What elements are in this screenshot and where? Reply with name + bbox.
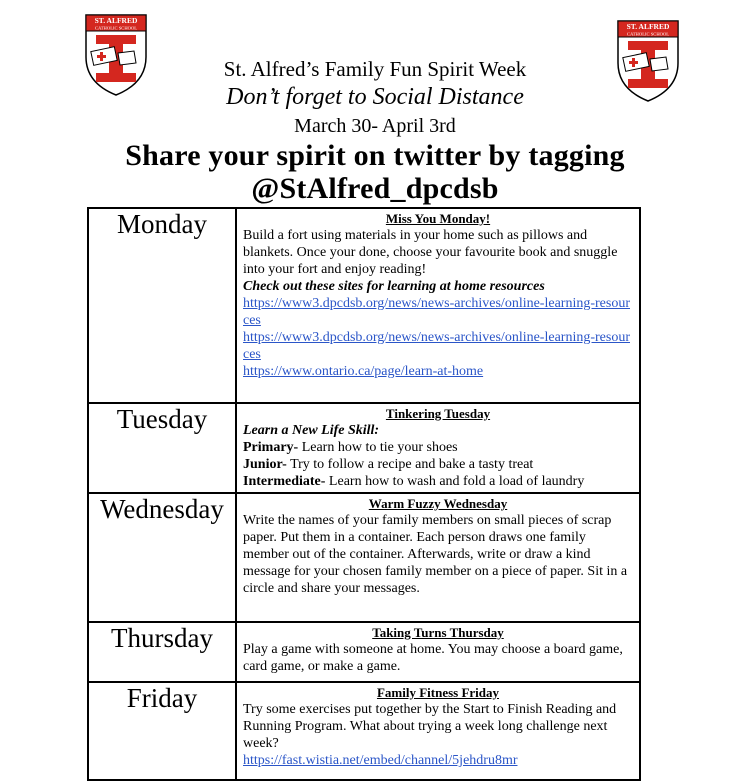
resource-link-1[interactable]: https://www3.dpcdsb.org/news/news-archives/online-learning-resources <box>243 296 630 328</box>
crest-text-bottom: CATHOLIC SCHOOL <box>94 25 138 31</box>
activity-body-monday: Build a fort using materials in your home such as pillows and blankets. Once your done, choose your favourite book and snuggle into your fort and enjoy reading! <box>243 228 618 277</box>
share-heading: Share your spirit on twitter by tagging <box>125 139 625 172</box>
activity-cell-friday <box>236 682 640 780</box>
activity-title-tuesday: Tinkering Tuesday <box>385 406 491 421</box>
activity-body-friday: Try some exercises put together by the Start to Finish Reading and Running Program. What about trying a week long challenge next week? <box>243 702 617 751</box>
crest-text-bottom: CATHOLIC SCHOOL <box>626 31 670 37</box>
day-name-monday: Monday <box>117 209 207 239</box>
event-dates: March 30- April 3rd <box>294 115 456 137</box>
activity-title-thursday: Taking Turns Thursday <box>372 625 504 640</box>
junior-label: Junior- <box>243 457 287 472</box>
activity-body-wednesday: Write the names of your family members on small pieces of scrap paper. Put them in a container. Each person draws one family member out of the container. Afterwards, write or draw a kind message for your chosen family member on a piece of paper. Sit in a circle and share your messages. <box>243 513 628 596</box>
activity-cell-wednesday <box>236 493 640 622</box>
social-distance-reminder: Don’t forget to Social Distance <box>226 84 524 110</box>
crest-text-top: ST. ALFRED <box>94 16 138 25</box>
activity-body-thursday: Play a game with someone at home. You may choose a board game, card game, or make a game. <box>243 642 623 674</box>
activity-cell-tuesday <box>236 403 640 493</box>
day-name-thursday: Thursday <box>111 623 213 653</box>
junior-text: Try to follow a recipe and bake a tasty treat <box>286 457 534 472</box>
table-row-thursday <box>88 622 640 682</box>
resources-heading: Check out these sites for learning at home resources <box>243 279 545 294</box>
activity-title-friday: Family Fitness Friday <box>376 685 500 700</box>
intermediate-label: Intermediate- <box>243 474 326 489</box>
primary-text: Learn how to tie your shoes <box>298 440 458 455</box>
table-row-friday <box>88 682 640 780</box>
twitter-handle: @StAlfred_dpcdsb <box>251 172 499 205</box>
activity-subtitle-tuesday: Learn a New Life Skill: <box>243 423 380 438</box>
day-cell-wednesday <box>88 493 236 622</box>
day-name-friday: Friday <box>126 683 198 713</box>
day-cell-monday <box>88 208 236 403</box>
crest-text-top: ST. ALFRED <box>626 22 670 31</box>
intermediate-text: Learn how to wash and fold a load of laundry <box>325 474 585 489</box>
activity-cell-monday <box>236 208 640 403</box>
table-row-monday <box>88 208 640 403</box>
day-name-tuesday: Tuesday <box>116 404 208 434</box>
day-name-wednesday: Wednesday <box>100 494 224 524</box>
activity-title-wednesday: Warm Fuzzy Wednesday <box>368 496 508 511</box>
primary-label: Primary- <box>243 440 299 455</box>
resource-link-3[interactable]: https://www.ontario.ca/page/learn-at-home <box>243 364 484 379</box>
school-title: St. Alfred’s Family Fun Spirit Week <box>223 57 527 81</box>
resource-link-2[interactable]: https://www3.dpcdsb.org/news/news-archives/online-learning-resources <box>243 330 630 362</box>
spirit-week-table <box>87 207 641 781</box>
day-cell-friday <box>88 682 236 780</box>
activity-cell-thursday <box>236 622 640 682</box>
day-cell-tuesday <box>88 403 236 493</box>
table-row-tuesday <box>88 403 640 493</box>
table-row-wednesday <box>88 493 640 622</box>
fitness-link[interactable]: https://fast.wistia.net/embed/channel/5jehdru8mr <box>243 753 518 768</box>
activity-title-monday: Miss You Monday! <box>385 211 491 226</box>
day-cell-thursday <box>88 622 236 682</box>
